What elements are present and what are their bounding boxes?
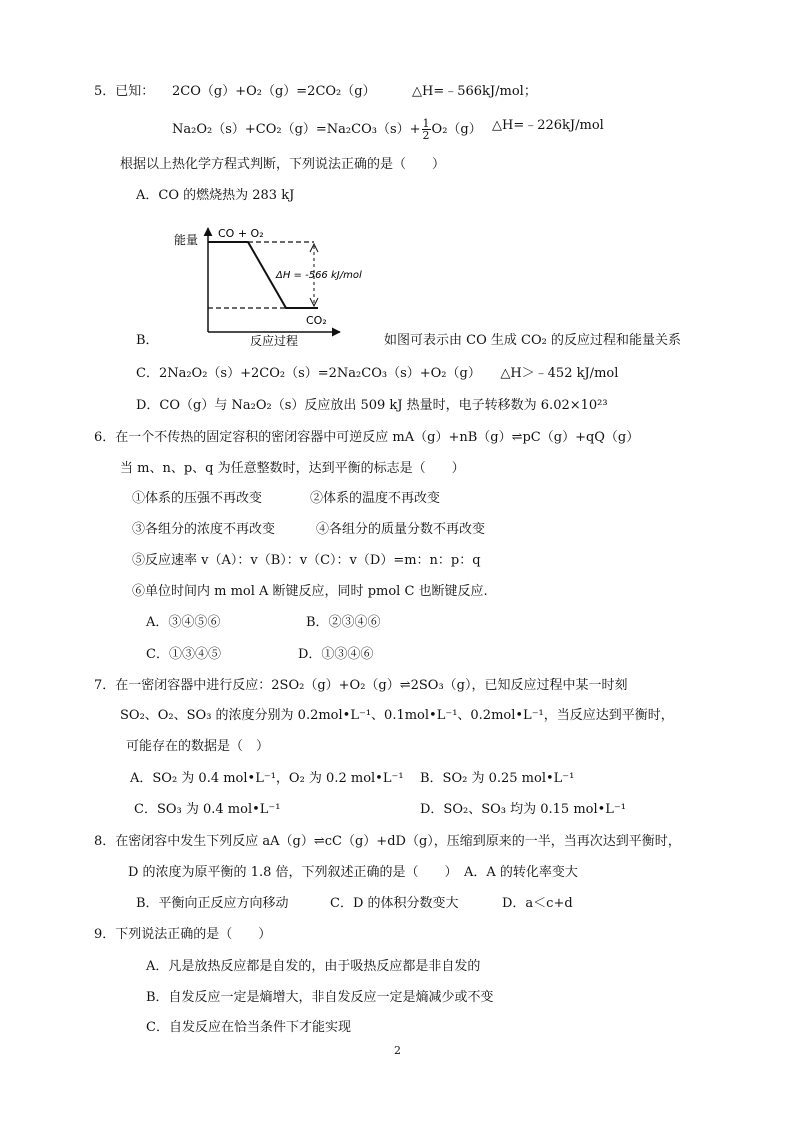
q5-equation-2-left: Na₂O₂（s）+CO₂（g）=Na₂CO₃（s）+ (172, 122, 421, 137)
q8-option-d: D．a＜c+d (502, 896, 573, 911)
energy-diagram (168, 222, 368, 346)
q5-option-a: A．CO 的燃烧热为 283 kJ (136, 188, 295, 203)
q6-statement-6: ⑥单位时间内 m mol A 断键反应，同时 pmol C 也断键反应. (132, 584, 488, 599)
reactant-label: CO + O₂ (218, 227, 264, 240)
fraction-denominator: 2 (422, 129, 430, 142)
product-label: CO₂ (306, 314, 327, 327)
q7-option-d: D．SO₂、SO₃ 均为 0.15 mol•L⁻¹ (420, 802, 627, 817)
q5-equation-2 (172, 118, 482, 141)
q5-equation-1: 2CO（g）+O₂（g）=2CO₂（g） (172, 84, 376, 99)
fraction-numerator: 1 (422, 117, 430, 130)
q8-option-c: C．D 的体积分数变大 (330, 896, 459, 911)
page-number: 2 (394, 1044, 401, 1057)
q6-statement-4: ④各组分的质量分数不再改变 (316, 522, 486, 537)
y-axis-label: 能量 (174, 233, 199, 247)
q6-option-d: D．①③④⑥ (298, 647, 374, 662)
q9-line-1: 9．下列说法正确的是（ ） (94, 927, 272, 942)
q6-statement-3: ③各组分的浓度不再改变 (132, 522, 276, 537)
q5-option-b-text: 如图可表示由 CO 生成 CO₂ 的反应过程和能量关系 (384, 333, 681, 348)
q5-option-c: C．2Na₂O₂（s）+2CO₂（s）=2Na₂CO₃（s）+O₂（g） △H＞﹣452 kJ/mol (136, 366, 619, 381)
q6-line-1: 6．在一个不传热的固定容积的密闭容器中可逆反应 mA（g）+nB（g）⇌pC（g）+qQ（g） (94, 430, 640, 445)
q8-line-1: 8．在密闭容中发生下列反应 aA（g）⇌cC（g）+dD（g），压缩到原来的一半，当再次达到平衡时， (94, 834, 681, 849)
q5-option-d: D．CO（g）与 Na₂O₂（s）反应放出 509 kJ 热量时，电子转移数为 6.02×10²³ (136, 398, 608, 413)
q5-dh-2: △H=﹣226kJ/mol (492, 118, 604, 133)
q6-line-2: 当 m、n、p、q 为任意整数时，达到平衡的标志是（ ） (120, 461, 465, 476)
q5-stem: 根据以上热化学方程式判断，下列说法正确的是（ ） (120, 157, 446, 172)
q5-equation-2-right: O₂（g） (431, 122, 482, 137)
q7-line-1: 7．在一密闭容器中进行反应：2SO₂（g）+O₂（g）⇌2SO₃（g），已知反应过程中某一时刻 (94, 678, 628, 693)
q6-statement-1: ①体系的压强不再改变 (132, 491, 263, 506)
half-fraction (422, 118, 431, 141)
q6-statement-5: ⑤反应速率 v（A）：v（B）：v（C）：v（D）=m：n：p：q (132, 553, 481, 568)
x-axis-label: 反应过程 (250, 334, 299, 346)
q5-intro: 5．已知： (94, 84, 155, 99)
q8-option-b: B．平衡向正反应方向移动 (136, 896, 289, 911)
q7-option-a: A．SO₂ 为 0.4 mol•L⁻¹，O₂ 为 0.2 mol•L⁻¹ (130, 771, 404, 786)
q9-option-b: B．自发反应一定是熵增大，非自发反应一定是熵减少或不变 (146, 990, 494, 1005)
q6-option-b: B．②③④⑥ (306, 615, 381, 630)
q5-dh-1: △H=﹣566kJ/mol； (412, 84, 537, 99)
q7-line-3: 可能存在的数据是（ ） (126, 739, 270, 754)
q6-statement-2: ②体系的温度不再改变 (310, 491, 441, 506)
q6-option-c: C．①③④⑤ (146, 647, 221, 662)
q9-option-a: A．凡是放热反应都是自发的，由于吸热反应都是非自发的 (146, 959, 481, 974)
q7-option-c: C．SO₃ 为 0.4 mol•L⁻¹ (134, 802, 281, 817)
dh-label: ΔH = -566 kJ/mol (276, 270, 362, 281)
q7-line-2: SO₂、O₂、SO₃ 的浓度分别为 0.2mol•L⁻¹、0.1mol•L⁻¹、0.2mol•L⁻¹，当反应达到平衡时， (120, 708, 674, 723)
q8-line-2: D 的浓度为原平衡的 1.8 倍，下列叙述正确的是（ ） A．A 的转化率变大 (128, 865, 578, 880)
q5-option-b-label: B． (136, 333, 159, 348)
q7-option-b: B．SO₂ 为 0.25 mol•L⁻¹ (420, 771, 575, 786)
q6-option-a: A．③④⑤⑥ (146, 615, 221, 630)
q9-option-c: C．自发反应在恰当条件下才能实现 (146, 1020, 351, 1035)
